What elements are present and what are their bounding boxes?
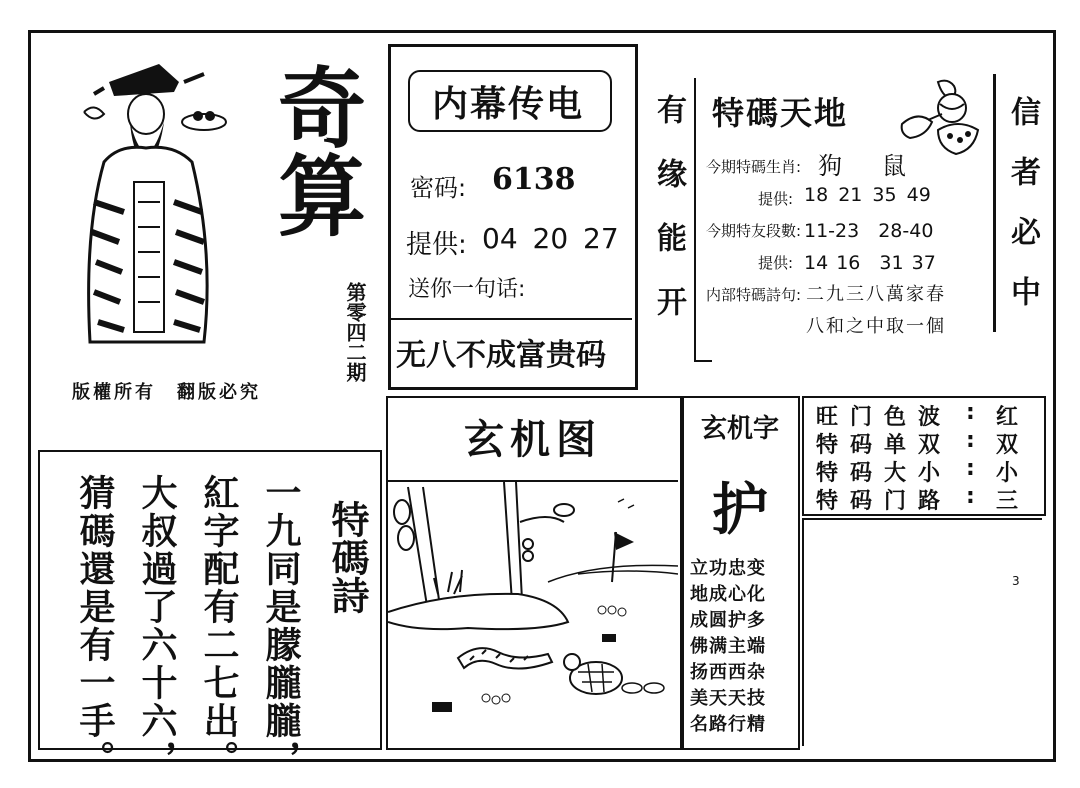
poem-title: 特碼詩	[325, 500, 370, 614]
friend-provide-label: 提供:	[758, 254, 794, 272]
stats-row	[816, 400, 1032, 428]
inner-poem-line-2: 八和之中取一個	[806, 316, 946, 337]
friend-value: 11-23 28-40	[804, 220, 934, 242]
empty-panel	[802, 518, 1042, 520]
xuanjizi-title: 玄机字	[700, 414, 779, 444]
tema-right-rule	[993, 74, 996, 332]
saying-divider	[390, 318, 632, 320]
xuanji-title: 玄机图	[464, 416, 602, 463]
period-label: 第零四二期	[343, 282, 367, 382]
insider-provide-label: 提供:	[406, 230, 467, 260]
god-of-wealth-illustration	[64, 52, 234, 362]
friend-label: 今期特友段數:	[706, 222, 802, 240]
zodiac-value: 狗 鼠	[818, 152, 914, 180]
grid-row: 名路行精	[690, 714, 766, 735]
stats-label: 特码门路	[816, 489, 953, 514]
poem-line-4: 猜碼還是有一手。	[74, 474, 116, 778]
side-text-right: 信者必中	[1005, 96, 1040, 336]
zodiac-provide-label: 提供:	[758, 190, 794, 208]
tema-left-rule	[694, 78, 696, 360]
password-label: 密码:	[410, 174, 467, 202]
zodiac-provide-value: 18 21 35 49	[804, 184, 931, 206]
inner-poem-line-1: 二九三八萬家春	[806, 284, 946, 305]
friend-provide-value: 14 16 31 37	[804, 252, 936, 274]
main-title: 奇算	[264, 62, 368, 238]
grid-row: 美天天技	[690, 688, 766, 709]
stats-label: 特码大小	[816, 461, 953, 486]
grid-row: 立功忠变	[690, 558, 766, 579]
poem-line-1: 一九同是朦朧朧，	[260, 474, 302, 778]
zodiac-label: 今期特碼生肖:	[706, 158, 802, 176]
grid-row: 地成心化	[690, 584, 766, 605]
stats-row	[816, 428, 1032, 456]
saying-text: 无八不成富贵码	[396, 338, 606, 373]
insider-provide-value: 04 20 27	[482, 222, 619, 255]
stats-colon: :	[966, 484, 975, 509]
stats-label: 旺门色波	[816, 405, 953, 430]
stats-row	[816, 484, 1032, 512]
insider-title: 内幕传电	[431, 83, 584, 125]
copyright-text: 版權所有 翻版必究	[72, 382, 261, 403]
stats-value: 三	[996, 489, 1019, 514]
xuanji-illustration	[388, 482, 678, 744]
tema-title: 特碼天地	[712, 94, 849, 132]
stats-row	[816, 456, 1032, 484]
stats-value: 红	[996, 405, 1019, 430]
empty-panel-side	[802, 518, 804, 746]
xuanjizi-char: 护	[712, 477, 768, 543]
inner-poem-label: 内部特碼詩句:	[706, 286, 802, 304]
grid-row: 扬西西杂	[690, 662, 766, 683]
poem-line-3: 大叔過了六十六，	[136, 474, 178, 778]
stats-colon: :	[966, 456, 975, 481]
grid-row: 成圆护多	[690, 610, 766, 631]
xuanjizi-grid	[690, 556, 794, 738]
stats-value: 双	[996, 433, 1019, 458]
stats-colon: :	[966, 400, 975, 425]
tema-bottom-rule	[694, 360, 712, 362]
stats-list	[816, 400, 1032, 512]
saying-label: 送你一句话:	[408, 277, 526, 302]
stats-colon: :	[966, 428, 975, 453]
stray-mark: 3	[1012, 574, 1020, 588]
side-text-left: 有缘能开	[651, 94, 686, 350]
poem-line-2: 紅字配有二七出。	[198, 474, 240, 778]
grid-row: 佛满主端	[690, 636, 766, 657]
password-value: 6138	[492, 162, 576, 197]
stats-label: 特码单双	[816, 433, 953, 458]
stats-value: 小	[996, 461, 1019, 486]
